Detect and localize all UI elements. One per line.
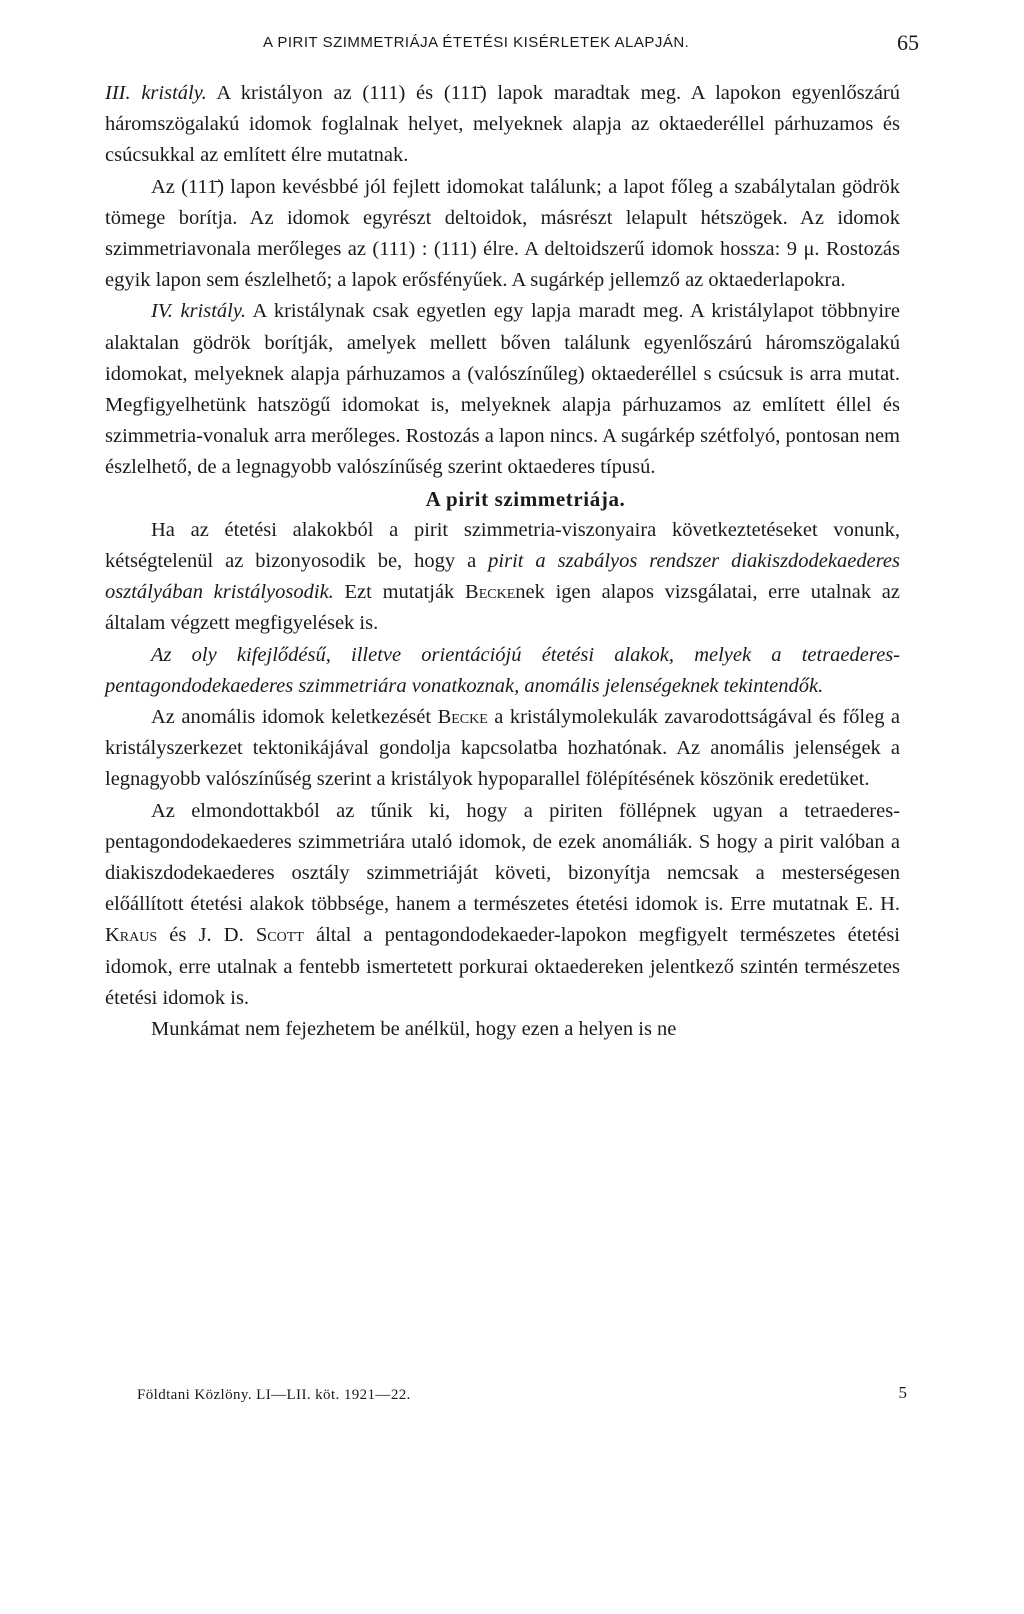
paragraph-conclusion [105, 796, 900, 1014]
becke-text-1: Az anomális idomok keletkezését [151, 706, 438, 729]
symmetry-text-3: nek igen alapos vizsgálatai, erre utalnak az általam végzett megfigyelések is. [105, 581, 900, 635]
section-heading: A pirit szimmetriája. [425, 486, 626, 511]
conclusion-text-3: által a pentagondodekaeder-lapokon megfigyelt természetes étetési idomok, erre utalnak a fentebb ismertetett porkurai oktaedereken jelentkező szintén természetes étetési idomok is. [105, 924, 900, 1009]
paragraph-crystal-4 [105, 296, 900, 483]
page-number: 65 [897, 30, 919, 55]
crystal-4-text: A kristálynak csak egyetlen egy lapja maradt meg. A kristálylapot többnyire alaktalan gödrök borítják, amelyek mellett bőven találunk egyenlőszárú háromszögalakú idomokat, melyeknek alapja párhuzamos a (valószínűleg) oktaederéllel s csúcsuk is arra mutat. Megfigyelhetünk hatszögű idomokat is, melyeknek alapja párhuzamos az említett éllel és szimmetria-vonaluk arra merőleges. Rostozás a lapon nincs. A sugárkép szétfolyó, pontosan nem észlelhető, de a legnagyobb valószínűség szerint oktaederes típusú. [105, 300, 900, 479]
symmetry-emphasis: pirit a szabályos rendszer diakiszdodekaederes osztályában kristályosodik. [105, 550, 900, 604]
conclusion-text-2: és [157, 924, 199, 947]
paragraph-symmetry [105, 515, 900, 640]
paragraph-becke [105, 702, 900, 796]
symmetry-text-1: Ha az étetési alakokból a pirit szimmetria-viszonyaira következtetéseket vonunk, kétségtelenül az bizonyosodik be, hogy a [105, 518, 900, 573]
crystal-4-label: IV. kristály. [151, 300, 246, 323]
paragraph-anomalous-italic [105, 640, 900, 702]
symmetry-text-2: Ezt mutatják [333, 581, 466, 604]
author-becke-2: Becke [437, 706, 488, 729]
journal-citation: Földtani Közlöny. LI—LII. köt. 1921—22. [137, 1387, 411, 1403]
paragraph-face-description: Az (111̄) lapon kevésbbé jól fejlett idomokat találunk; a lapot főleg a szabálytalan gödrök tömege borítja. Az idomok egyrészt deltoidok, másrészt lelapult hétszögek. Az idomok szimmetriavonala merőleges az (111) : (111) élre. A deltoidszerű idomok hossza: 9 μ. Rostozás egyik lapon sem észlelhető; a lapok erősfényűek. A sugárkép jellemző az oktaederlapokra. [105, 175, 900, 292]
anomalous-italic-text: Az oly kifejlődésű, illetve orientációjú étetési alakok, melyek a tetraederes-pentagondodekaederes szimmetriára vonatkoznak, anomális jelenségeknek tekintendők. [105, 643, 900, 697]
page-footer [105, 1383, 919, 1411]
signature-mark: 5 [898, 1383, 907, 1402]
crystal-3-label: III. kristály. [105, 82, 207, 104]
author-kraus: E. H. Kraus [105, 893, 900, 947]
author-becke: Becke [465, 581, 516, 604]
becke-text-2: a kristálymolekulák zavarodottságával és főleg a kristályszerkezet tektonikájával gondolja kapcsolatba hozhatónak. Az anomális jelenségek a legnagyobb valószínűség szerint a kristályok hypoparallel fölépítésének köszönik eredetüket. [105, 706, 901, 791]
article-body [105, 78, 900, 1045]
running-header [105, 30, 919, 60]
paragraph-final: Munkámat nem fejezhetem be anélkül, hogy ezen a helyen is ne [151, 1018, 677, 1041]
running-title: A PIRIT SZIMMETRIÁJA ÉTETÉSI KISÉRLETEK ALAPJÁN. [263, 34, 690, 51]
author-scott: J. D. Scott [198, 924, 304, 947]
paragraph-crystal-3 [105, 78, 900, 172]
crystal-3-text: A kristályon az (111) és (111̄) lapok maradtak meg. A lapokon egyenlőszárú háromszögalakú idomok foglalnak helyet, melyeknek alapja az oktaederéllel párhuzamos és csúcsukkal az említett élre mutatnak. [105, 82, 900, 167]
conclusion-text-1: Az elmondottakból az tűnik ki, hogy a piriten föllépnek ugyan a tetraederes-pentagondodekaederes szimmetriára utaló idomok, de ezek anomáliák. S hogy a pirit valóban a diakiszdodekaederes osztály szimmetriáját követi, bizonyítja nemcsak a mesterségesen előállított étetési alakok többsége, hanem a természetes étetési idomok is. Erre mutatnak [105, 799, 900, 916]
